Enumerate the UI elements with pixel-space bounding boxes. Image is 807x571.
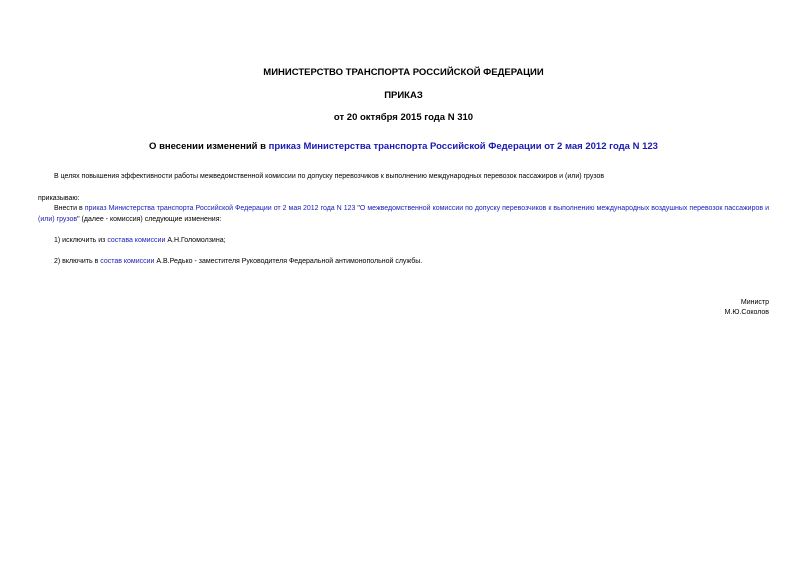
purpose-paragraph: В целях повышения эффективности работы межведомственной комиссии по допуску перевозчиков к выполнению международных перевозок пассажиров и (или) грузов [54,173,605,180]
signature-name: М.Ю.Соколов [724,309,769,316]
subject-heading [0,141,807,152]
amend-suffix: " (далее - комиссия) следующие изменения: [77,216,222,223]
document-type-heading: ПРИКАЗ [384,90,423,101]
amend-quote-open: " [355,205,360,212]
amend-prefix: Внести в [54,205,85,212]
item1-commission-link[interactable]: состава комиссии [107,237,166,244]
signature-title: Министр [740,299,769,306]
item1-suffix: А.Н.Голомолзина; [165,237,226,244]
date-number-heading: от 20 октября 2015 года N 310 [333,112,474,123]
item2-suffix: А.В.Редько - заместителя Руководителя Федеральной антимонопольной службы. [154,258,423,265]
order-word: приказываю: [38,195,80,202]
amend-paragraph [38,203,769,225]
list-item [54,235,226,246]
amend-order-link[interactable]: приказ Министерства транспорта Российской Федерации от 2 мая 2012 года N 123 [84,205,356,212]
amend-commission-link[interactable]: О межведомственной комиссии по допуску перевозчиков к выполнению международных воздушных перевозок пассажиров и (или) грузов [38,205,769,223]
ministry-heading: МИНИСТЕРСТВО ТРАНСПОРТА РОССИЙСКОЙ ФЕДЕРАЦИИ [263,67,544,78]
item1-prefix: 1) исключить из [54,237,108,244]
item2-prefix: 2) включить в [54,258,101,265]
list-item [54,256,422,267]
subject-prefix: О внесении изменений в [149,141,269,152]
item2-commission-link[interactable]: состав комиссии [100,258,155,265]
subject-order-link[interactable]: приказ Министерства транспорта Российской Федерации от 2 мая 2012 года N 123 [268,141,658,152]
